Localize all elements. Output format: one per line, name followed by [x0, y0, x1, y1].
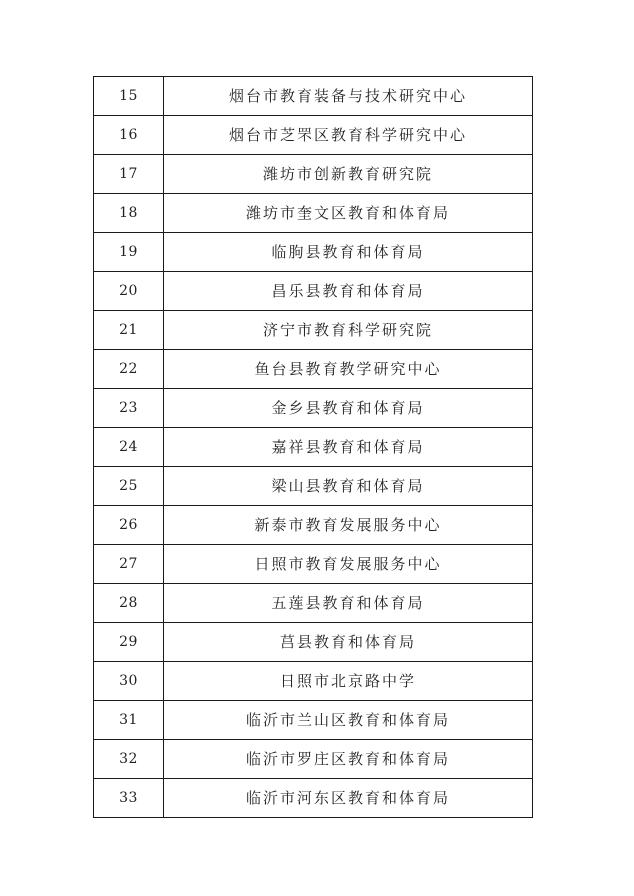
row-number-cell: 24 [94, 428, 164, 467]
table-row [94, 155, 533, 194]
organization-name-cell: 日照市教育发展服务中心 [164, 545, 533, 584]
row-number-cell: 29 [94, 623, 164, 662]
table-row [94, 389, 533, 428]
organization-name-cell: 鱼台县教育教学研究中心 [164, 350, 533, 389]
table-row [94, 467, 533, 506]
organization-name-cell: 临沂市河东区教育和体育局 [164, 779, 533, 818]
table-row [94, 506, 533, 545]
organization-name-cell: 昌乐县教育和体育局 [164, 272, 533, 311]
table-row [94, 77, 533, 116]
row-number-cell: 16 [94, 116, 164, 155]
table-row [94, 311, 533, 350]
row-number-cell: 31 [94, 701, 164, 740]
organization-name-cell: 临朐县教育和体育局 [164, 233, 533, 272]
row-number-cell: 15 [94, 77, 164, 116]
table-row [94, 701, 533, 740]
organization-name-cell: 梁山县教育和体育局 [164, 467, 533, 506]
organization-name-cell: 新泰市教育发展服务中心 [164, 506, 533, 545]
organization-table-body [94, 77, 533, 818]
row-number-cell: 30 [94, 662, 164, 701]
table-row [94, 545, 533, 584]
table-row [94, 428, 533, 467]
row-number-cell: 19 [94, 233, 164, 272]
organization-table [93, 76, 533, 818]
organization-name-cell: 烟台市教育装备与技术研究中心 [164, 77, 533, 116]
organization-name-cell: 济宁市教育科学研究院 [164, 311, 533, 350]
organization-name-cell: 潍坊市奎文区教育和体育局 [164, 194, 533, 233]
organization-name-cell: 烟台市芝罘区教育科学研究中心 [164, 116, 533, 155]
organization-name-cell: 日照市北京路中学 [164, 662, 533, 701]
row-number-cell: 23 [94, 389, 164, 428]
organization-name-cell: 金乡县教育和体育局 [164, 389, 533, 428]
table-row [94, 116, 533, 155]
organization-name-cell: 莒县教育和体育局 [164, 623, 533, 662]
table-row [94, 623, 533, 662]
organization-name-cell: 五莲县教育和体育局 [164, 584, 533, 623]
table-row [94, 740, 533, 779]
row-number-cell: 27 [94, 545, 164, 584]
row-number-cell: 33 [94, 779, 164, 818]
table-row [94, 233, 533, 272]
row-number-cell: 26 [94, 506, 164, 545]
organization-name-cell: 临沂市兰山区教育和体育局 [164, 701, 533, 740]
organization-name-cell: 潍坊市创新教育研究院 [164, 155, 533, 194]
row-number-cell: 18 [94, 194, 164, 233]
table-row [94, 662, 533, 701]
row-number-cell: 20 [94, 272, 164, 311]
organization-name-cell: 嘉祥县教育和体育局 [164, 428, 533, 467]
row-number-cell: 28 [94, 584, 164, 623]
row-number-cell: 22 [94, 350, 164, 389]
row-number-cell: 21 [94, 311, 164, 350]
table-row [94, 272, 533, 311]
table-row [94, 779, 533, 818]
table-row [94, 584, 533, 623]
row-number-cell: 25 [94, 467, 164, 506]
row-number-cell: 32 [94, 740, 164, 779]
row-number-cell: 17 [94, 155, 164, 194]
organization-name-cell: 临沂市罗庄区教育和体育局 [164, 740, 533, 779]
table-row [94, 350, 533, 389]
table-row [94, 194, 533, 233]
